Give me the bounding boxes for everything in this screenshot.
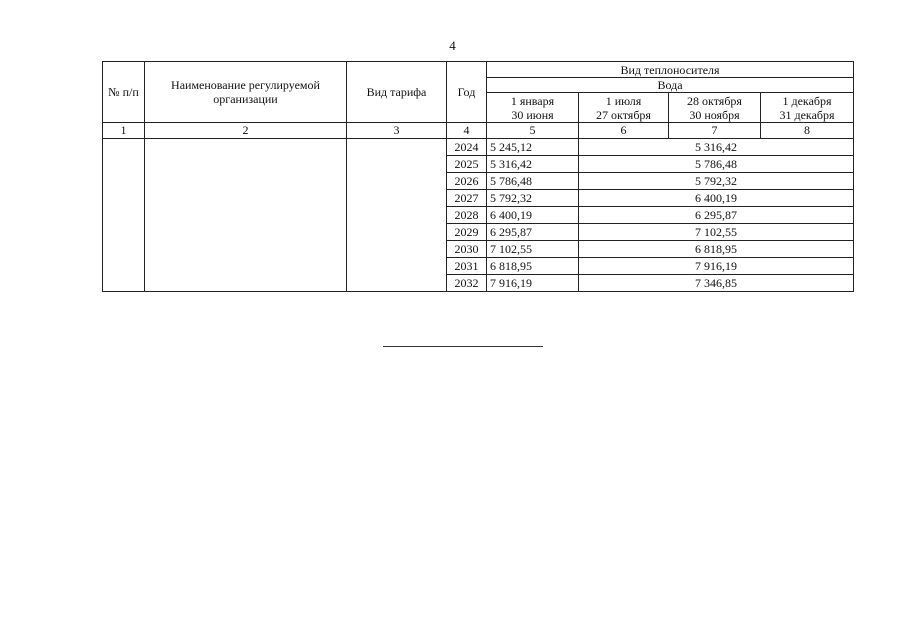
- column-number-row: [103, 123, 854, 139]
- column-number: 2: [145, 123, 347, 139]
- year-cell: 2031: [447, 258, 487, 275]
- year-cell: 2032: [447, 275, 487, 292]
- first-half-value: 5 245,12: [487, 139, 579, 156]
- second-half-value: 7 916,19: [579, 258, 854, 275]
- column-number: 4: [447, 123, 487, 139]
- table-row: [103, 139, 854, 156]
- year-cell: 2026: [447, 173, 487, 190]
- second-half-value: 6 400,19: [579, 190, 854, 207]
- second-half-value: 5 792,32: [579, 173, 854, 190]
- year-cell: 2027: [447, 190, 487, 207]
- year-cell: 2025: [447, 156, 487, 173]
- period-end: 31 декабря: [779, 107, 835, 122]
- first-half-value: 6 818,95: [487, 258, 579, 275]
- tariff-cell: [347, 139, 447, 292]
- header-carrier: Вид теплоносителя: [487, 62, 854, 78]
- column-number: 6: [579, 123, 669, 139]
- period-start: 1 декабря: [782, 93, 832, 108]
- period-end: 27 октября: [596, 107, 651, 122]
- period-header: [669, 93, 761, 123]
- header-tariff: Вид тарифа: [347, 62, 447, 123]
- header-year: Год: [447, 62, 487, 123]
- column-number: 7: [669, 123, 761, 139]
- page-number: 4: [449, 38, 456, 53]
- first-half-value: 6 400,19: [487, 207, 579, 224]
- first-half-value: 5 316,42: [487, 156, 579, 173]
- first-half-value: 5 786,48: [487, 173, 579, 190]
- year-cell: 2030: [447, 241, 487, 258]
- period-start: 28 октября: [687, 93, 742, 108]
- column-number: 1: [103, 123, 145, 139]
- org-cell: [145, 139, 347, 292]
- first-half-value: 7 916,19: [487, 275, 579, 292]
- period-end: 30 июня: [511, 107, 554, 122]
- first-half-value: 7 102,55: [487, 241, 579, 258]
- column-number: 5: [487, 123, 579, 139]
- header-row-carrier: [103, 62, 854, 78]
- tariff-table: [102, 61, 854, 292]
- period-header: [761, 93, 854, 123]
- column-number: 8: [761, 123, 854, 139]
- num-cell: [103, 139, 145, 292]
- period-header: [579, 93, 669, 123]
- period-start: 1 июля: [605, 93, 642, 108]
- second-half-value: 6 295,87: [579, 207, 854, 224]
- column-number: 3: [347, 123, 447, 139]
- second-half-value: 6 818,95: [579, 241, 854, 258]
- year-cell: 2024: [447, 139, 487, 156]
- period-start: 1 января: [510, 93, 555, 108]
- header-water: Вода: [487, 78, 854, 93]
- second-half-value: 5 786,48: [579, 156, 854, 173]
- year-cell: 2028: [447, 207, 487, 224]
- closing-rule-line: [383, 346, 543, 347]
- second-half-value: 5 316,42: [579, 139, 854, 156]
- period-header: [487, 93, 579, 123]
- second-half-value: 7 102,55: [579, 224, 854, 241]
- header-num: № п/п: [103, 62, 145, 123]
- year-cell: 2029: [447, 224, 487, 241]
- header-org: Наименование регулируемой организации: [145, 62, 347, 123]
- first-half-value: 5 792,32: [487, 190, 579, 207]
- first-half-value: 6 295,87: [487, 224, 579, 241]
- second-half-value: 7 346,85: [579, 275, 854, 292]
- period-end: 30 ноября: [689, 107, 740, 122]
